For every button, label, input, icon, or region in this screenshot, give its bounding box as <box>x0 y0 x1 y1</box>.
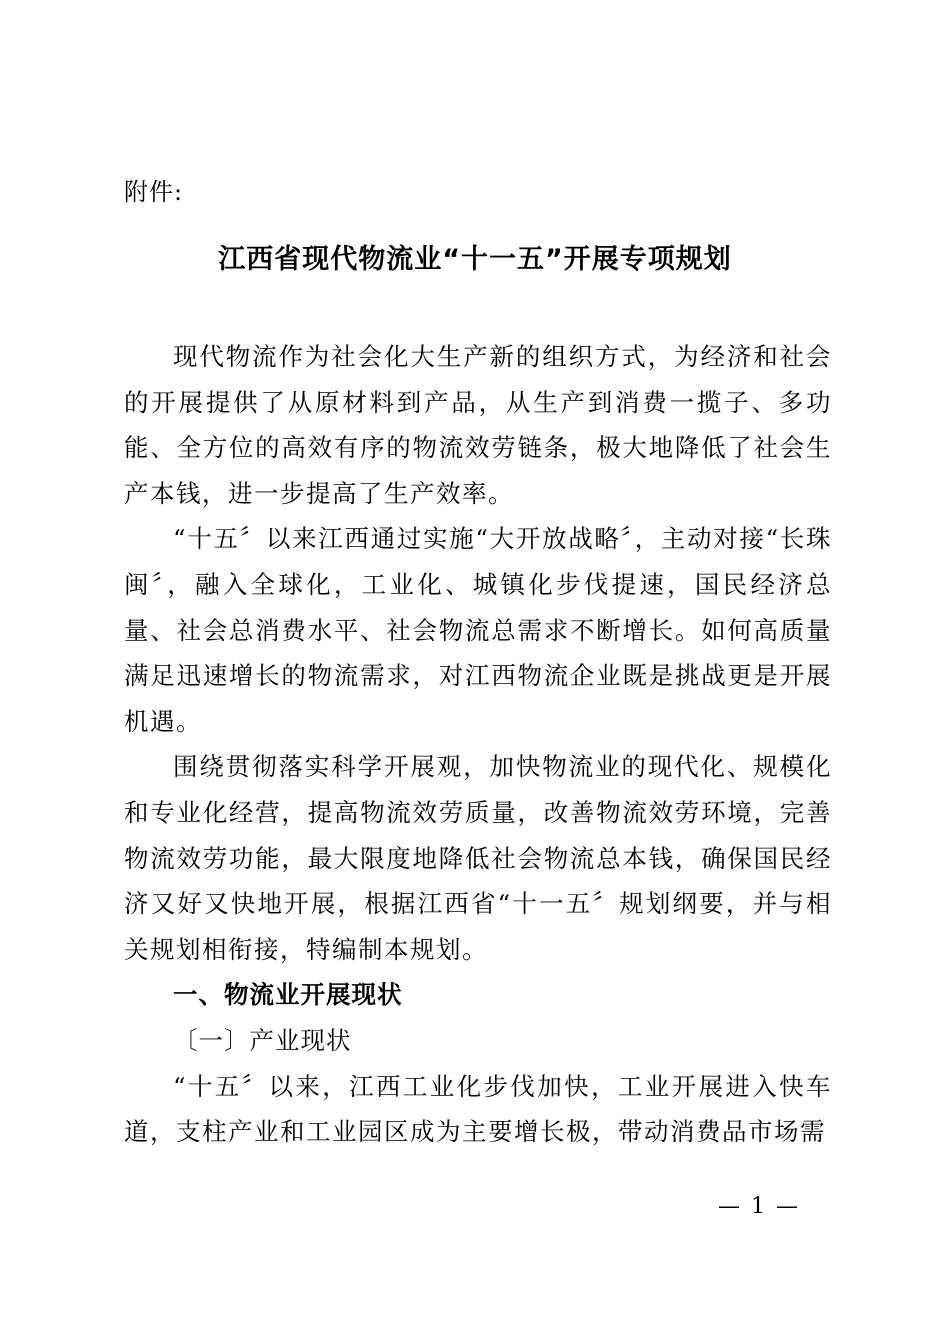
document-title: 江西省现代物流业“十一五”开展专项规划 <box>218 244 732 275</box>
attachment-label: 附件: <box>124 178 184 206</box>
paragraph-industry-status: “十五〞以来，江西工业化步伐加快，工业开展进入快车道，支柱产业和工业园区成为主要增长极，带动消费品市场需 <box>124 1071 832 1147</box>
paragraph-intro: 现代物流作为社会化大生产新的组织方式，为经济和社会的开展提供了从原材料到产品，从生产到消费一揽子、多功能、全方位的高效有序的物流效劳链条，极大地降低了社会生产本钱，进一步提高了生产效率。 <box>124 342 832 508</box>
paragraph-purpose: 围绕贯彻落实科学开展观，加快物流业的现代化、规模化和专业化经营，提高物流效劳质量，改善物流效劳环境，完善物流效劳功能，最大限度地降低社会物流总本钱，确保国民经济又好又快地开展，根据江西省“十一五〞规划纲要，并与相关规划相衔接，特编制本规划。 <box>124 752 832 964</box>
page-number: — 1 — <box>718 1194 800 1219</box>
section-heading: 一、物流业开展现状 <box>173 980 403 1010</box>
subsection-heading: 〔一〕产业现状 <box>173 1025 352 1055</box>
paragraph-background: “十五〞以来江西通过实施“大开放战略〞，主动对接“长珠闽〞，融入全球化，工业化、城镇化步伐提速，国民经济总量、社会总消费水平、社会物流总需求不断增长。如何高质量满足迅速增长的物流需求，对江西物流企业既是挑战更是开展机遇。 <box>124 524 832 736</box>
document-body <box>124 334 832 1155</box>
